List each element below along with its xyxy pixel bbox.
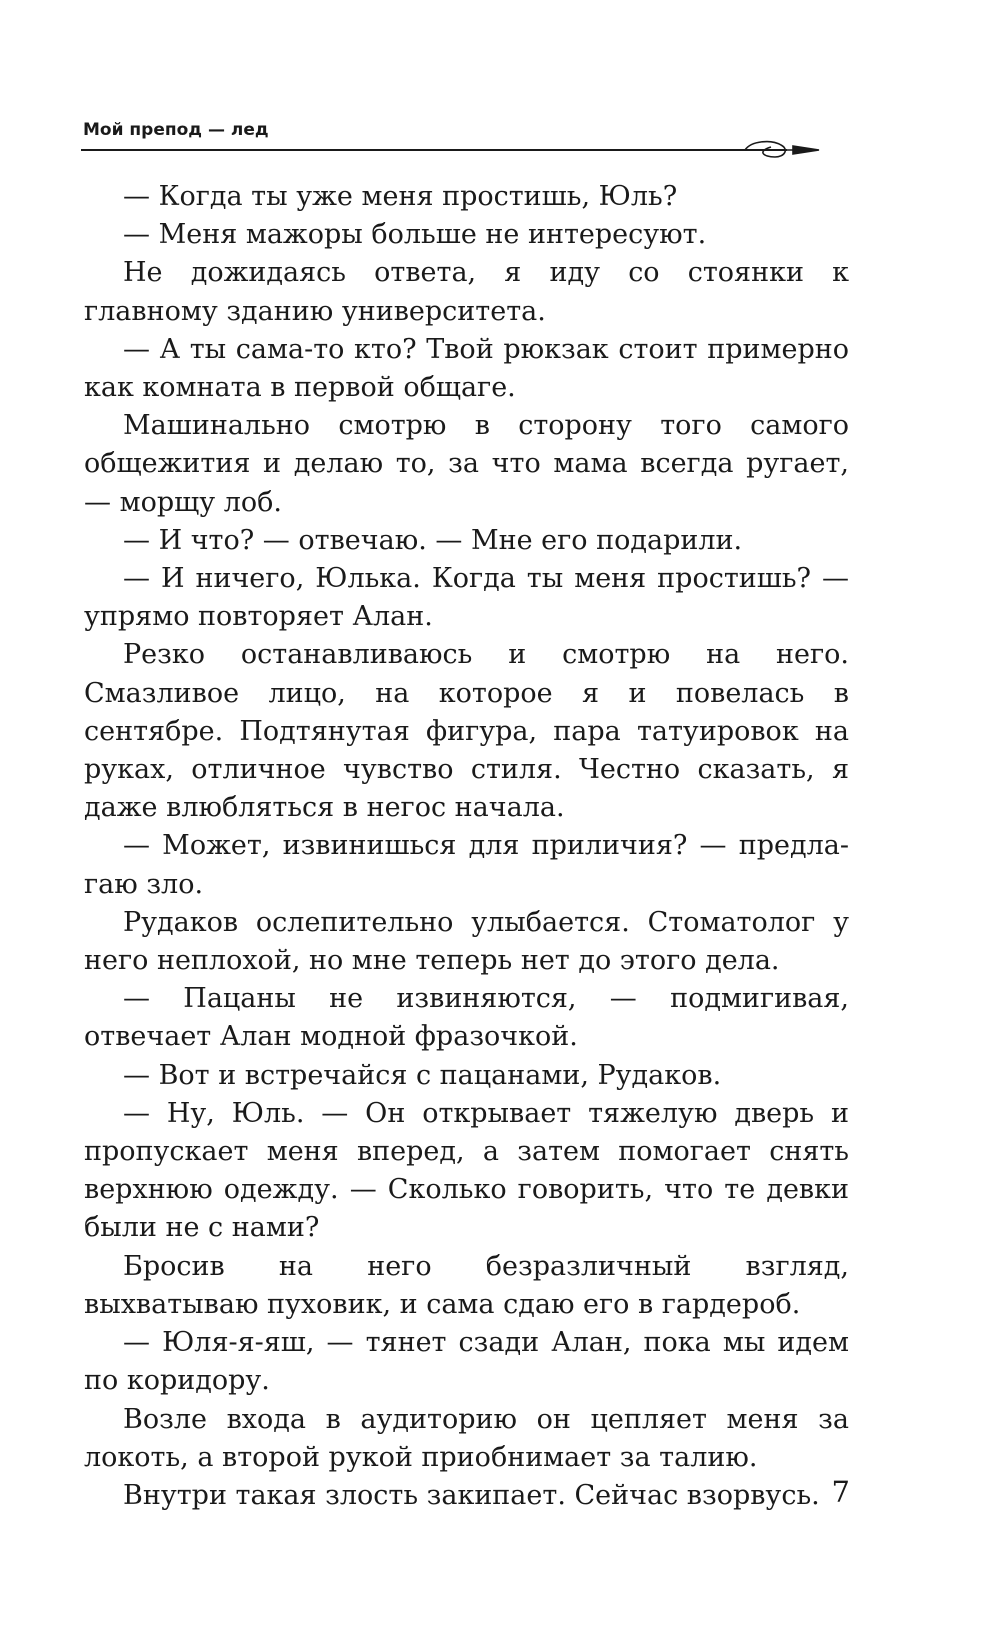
paragraph: — Вот и встречайся с пацанами, Рудаков. — [123, 1059, 722, 1091]
paragraph: Бросив на него безразличный взгляд, выхватываю пуховик, и сама сдаю его в гардероб. — [84, 1250, 849, 1320]
paragraph: — Меня мажоры больше не интересуют. — [123, 219, 707, 251]
paragraph: Не дожидаясь ответа, я иду со стоянки к главному зданию университета. — [84, 257, 849, 327]
paragraph: — Может, извинишься для приличия? — предлагаю зло. — [84, 830, 849, 900]
paragraph: — А ты сама-то кто? Твой рюкзак стоит примерно как комната в первой общаге. — [84, 333, 849, 404]
paragraph: — И ничего, Юлька. Когда ты меня простишь? — упрямо повторяет Алан. — [84, 563, 849, 633]
header-rule — [81, 137, 851, 177]
paragraph: — Когда ты уже меня простишь, Юль? — [123, 181, 678, 212]
paragraph: Резко останавливаюсь и смотрю на него. Смазливое лицо, на которое я и повелась в сентябре. Подтянутая фигура, пара татуировок на руках, отличное чувство стиля. Честно сказать, я даже влюбляться в негос начала. — [84, 639, 849, 824]
paragraph: — Пацаны не извиняются, — подмигивая, отвечает Алан модной фразочкой. — [84, 983, 849, 1053]
paragraph: — Юля-я-яш, — тянет сзади Алан, пока мы идем по коридору. — [84, 1327, 849, 1397]
running-head: Мой препод — лед — [83, 120, 269, 140]
paragraph: Возле входа в аудиторию он цепляет меня за локоть, а второй рукой приобнимает за талию. — [84, 1403, 849, 1473]
paragraph: Рудаков ослепительно улыбается. Стоматолог у него неплохой, но мне теперь нет до этого дела. — [84, 906, 849, 977]
paragraph: Внутри такая злость закипает. Сейчас взорвусь. — [123, 1479, 820, 1511]
paragraph: Машинально смотрю в сторону того самого общежития и делаю то, за что мама всегда ругает, — морщу лоб. — [84, 410, 849, 518]
page-number: 7 — [831, 1475, 850, 1509]
paragraph: — Ну, Юль. — Он открывает тяжелую дверь и пропускает меня вперед, а затем помогает снять верхнюю одежду. — Сколько говорить, что те девки были не с нами? — [84, 1097, 849, 1244]
paragraph: — И что? — отвечаю. — Мне его подарили. — [123, 524, 743, 556]
body-text — [84, 178, 849, 1515]
